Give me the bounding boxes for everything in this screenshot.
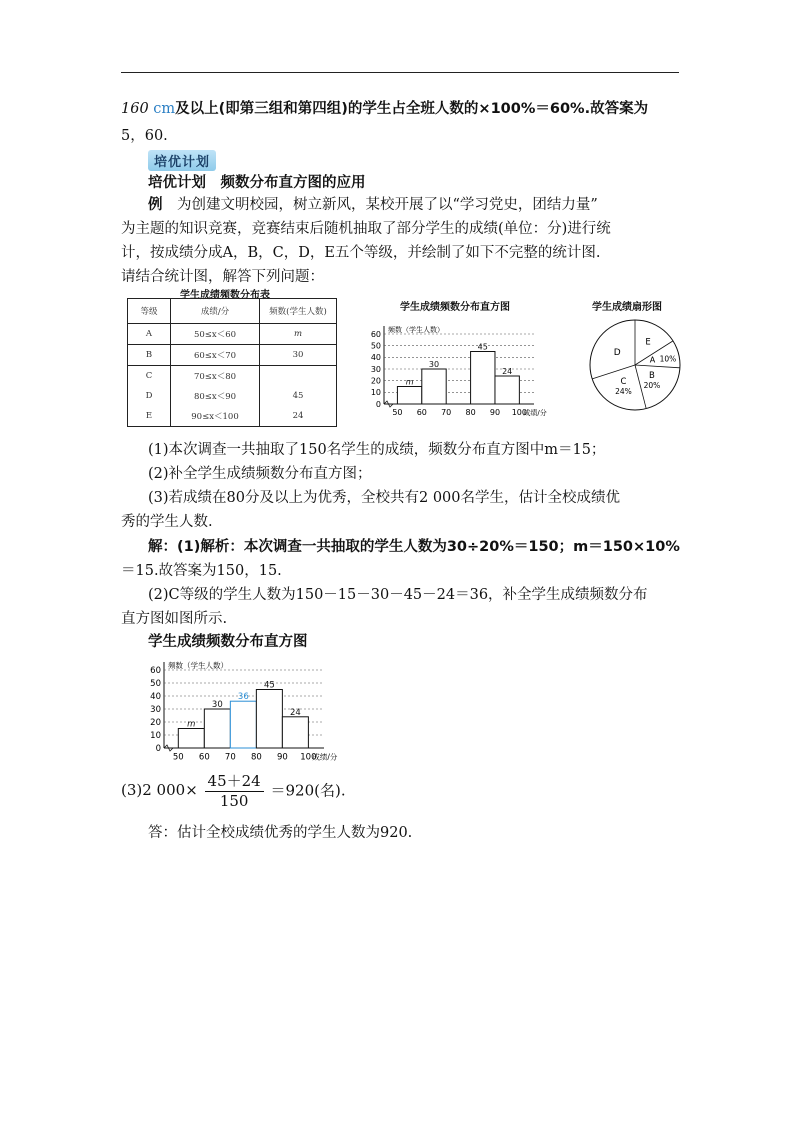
table-cell: 80≤x＜90 [171,386,260,406]
solution-2a: (2)C等级的学生人数为150－15－30－45－24＝36，补全学生成绩频数分布 [148,587,648,603]
table-header-cell: 频数(学生人数) [260,299,337,324]
bar-value-label: 45 [263,680,275,691]
table-cell: 90≤x＜100 [171,406,260,427]
x-tick-label: 90 [276,752,288,763]
histogram-bar [230,701,256,748]
table-cell: E [128,406,171,427]
table-row [128,386,337,406]
pie-label-a: A [649,355,656,365]
y-tick-label: 40 [150,691,161,702]
section-badge: 培优计划 [148,150,216,171]
table-cell: 60≤x＜70 [171,345,260,366]
histogram-bar [471,352,495,405]
bar-value-label: 36 [237,692,249,703]
example-label: 例 [148,197,163,213]
pie-percent-b: 20% [643,381,661,391]
table-cell: B [128,345,171,366]
problem-line-3: 计，按成绩分成A，B，C，D，E五个等级，并绘制了如下不完整的统计图. [121,245,601,261]
table-header-row [128,299,337,324]
y-tick-label: 0 [155,743,161,754]
hist1-title: 学生成绩频数分布直方图 [400,302,510,313]
solution-3-formula [121,770,346,810]
problem-line-2: 为主题的知识竞赛，竞赛结束后随机抽取了部分学生的成绩(单位：分)进行统 [121,221,611,237]
pie-percent-a: 10% [659,354,677,364]
table-cell [260,366,337,387]
histogram-bar [282,717,308,748]
pie-chart [585,315,685,415]
table-cell: 70≤x＜80 [171,366,260,387]
x-tick-label: 100 [511,408,528,417]
bar-value-label: 45 [477,342,488,352]
x-tick-label: 60 [198,752,210,763]
y-axis-label: 频数（学生人数） [388,326,444,334]
intro-text: 及以上(即第三组和第四组)的学生占全班人数的×100%＝60%.故答案为 [175,101,649,117]
hist2-chart [148,650,358,768]
header-rule [121,72,679,73]
table-cell: 45 [292,391,304,401]
histogram-bar [178,729,204,749]
problem-line-1: 例 为创建文明校园，树立新风，某校开展了以“学习党史，团结力量” [148,197,598,213]
x-tick-label: 90 [489,408,501,417]
x-tick-label: 60 [416,408,427,417]
table-cell: A [128,324,171,345]
table-row [128,366,337,387]
intro-unit: cm [153,101,176,117]
x-axis-label: 成绩/分 [312,752,338,762]
final-answer: 答：估计全校成绩优秀的学生人数为920. [148,825,413,841]
solution-1a: 解：(1)解析：本次调查一共抽取的学生人数为30÷20%＝150；m＝150×10% [148,539,680,555]
pie-label-c: C [620,377,627,388]
formula-suffix: ＝920(名). [270,781,346,800]
table-header-cell: 成绩/分 [171,299,260,324]
table-row [128,406,337,427]
table-cell: 30 [260,345,337,366]
pie-percent-c: 24% [615,387,632,397]
bar-value-label: 30 [428,360,440,369]
y-tick-label: 50 [150,678,161,689]
question-3b: 秀的学生人数. [121,514,213,530]
solution-2b: 直方图如图所示. [121,611,228,627]
intro-line-2: 5，60. [121,128,168,144]
hist2-title: 学生成绩频数分布直方图 [148,634,308,650]
y-tick-label: 40 [370,353,381,363]
x-tick-label: 70 [224,752,236,763]
table-cell: 24 [292,411,304,421]
x-tick-label: 70 [441,408,452,417]
table-cell: C [128,366,171,387]
problem-line-4: 请结合统计图，解答下列问题： [121,269,324,285]
question-3a: (3)若成绩在80分及以上为优秀，全校共有2 000名学生，估计全校成绩优 [148,490,620,506]
table-row [128,324,337,345]
bar-value-label: 24 [502,367,513,376]
pie-label-d: D [613,348,621,359]
y-tick-label: 10 [150,730,161,741]
pie-label-e: E [645,337,651,348]
table-cell: 50≤x＜60 [171,324,260,345]
freq-table-title: 学生成绩频数分布表 [180,290,270,301]
table-cell: m [260,324,337,345]
hist1-chart [362,312,562,422]
fraction [205,770,264,810]
x-tick-label: 50 [392,408,403,417]
table-header-cell: 等级 [128,299,171,324]
histogram-bar [397,387,421,405]
bar-value-label: 24 [289,707,301,718]
y-tick-label: 30 [150,704,161,715]
formula-prefix: (3)2 000× [121,781,198,799]
y-tick-label: 0 [375,399,381,409]
x-tick-label: 50 [172,752,184,763]
section-title: 培优计划 频数分布直方图的应用 [148,175,366,191]
intro-number: 160 [121,101,149,117]
y-tick-label: 10 [370,388,381,398]
bar-value-label: m [187,719,196,730]
question-2: (2)补全学生成绩频数分布直方图； [148,466,372,482]
y-tick-label: 20 [150,717,161,728]
histogram-bar [495,376,519,404]
table-row [128,345,337,366]
x-tick-label: 80 [250,752,262,763]
fraction-denominator: 150 [219,792,249,810]
histogram-bar [422,369,446,404]
question-1: (1)本次调查一共抽取了150名学生的成绩，频数分布直方图中m＝15； [148,442,606,458]
bar-value-label: m [405,377,414,387]
y-tick-label: 60 [150,665,161,676]
pie-title: 学生成绩扇形图 [592,302,662,313]
x-tick-label: 80 [465,408,476,417]
y-axis-label: 频数（学生人数） [168,661,228,670]
y-tick-label: 30 [370,364,381,374]
x-axis-label: 成绩/分 [523,409,547,417]
y-tick-label: 50 [370,341,381,351]
fraction-numerator: 45＋24 [205,770,264,792]
pie-label-b: B [649,371,655,382]
intro-line-1 [121,99,681,119]
y-tick-label: 60 [370,329,381,339]
bar-value-label: 30 [211,700,223,710]
histogram-bar [204,709,230,748]
table-cell: D [128,386,171,406]
solution-1b: ＝15.故答案为150，15. [121,563,282,579]
freq-table [127,298,337,427]
histogram-bar [256,690,282,749]
x-tick-label: 100 [300,752,317,763]
y-tick-label: 20 [370,376,381,386]
